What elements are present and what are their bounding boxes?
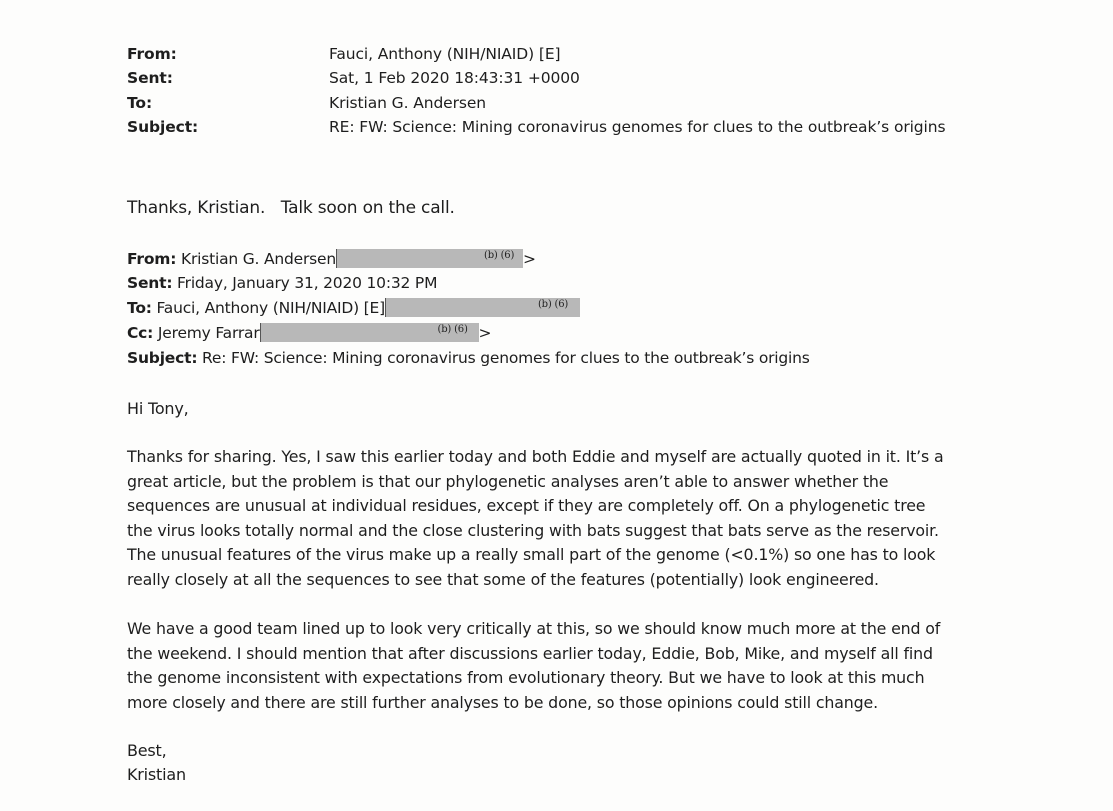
paragraph-line: the weekend. I should mention that after discussions earlier today, Eddie, Bob, Mike, and myself all find <box>127 643 933 663</box>
redaction-code: (b) (6) <box>484 250 515 261</box>
fwd-from-label: From: <box>127 250 177 268</box>
header-sent-value: Sat, 1 Feb 2020 18:43:31 +0000 <box>329 69 580 87</box>
fwd-cc-value: Jeremy Farrar <box>153 324 260 342</box>
paragraph-line: the genome inconsistent with expectations from evolutionary theory. But we have to look at this much <box>127 668 925 688</box>
fwd-cc-line <box>127 324 491 342</box>
paragraph-line: We have a good team lined up to look very critically at this, so we should know much more at the end of <box>127 619 941 638</box>
redaction-code: (b) (6) <box>537 299 569 310</box>
fwd-from-after: > <box>523 250 536 268</box>
header-subject-label: Subject: <box>127 118 199 136</box>
greeting: Hi Tony, <box>127 399 189 418</box>
redaction-box <box>336 249 523 268</box>
fwd-subject-line <box>127 349 810 367</box>
fwd-sent-label: Sent: <box>127 274 173 292</box>
fwd-sent-line <box>127 274 437 292</box>
paragraph-line: The unusual features of the virus make up a really small part of the genome (<0.1%) so one has to look <box>127 545 936 565</box>
fwd-from-value: Kristian G. Andersen <box>176 250 337 268</box>
redaction-code: (b) (6) <box>437 324 468 335</box>
fwd-to-label: To: <box>127 299 152 317</box>
paragraph-2 <box>127 617 997 715</box>
paragraph-line: more closely and there are still further analyses to be done, so those opinions could still change. <box>127 692 878 712</box>
redaction-box <box>385 298 580 317</box>
paragraph-1 <box>127 445 997 593</box>
header-sent-label: Sent: <box>127 69 173 87</box>
signature: Kristian <box>127 765 186 784</box>
fwd-subject-value: Re: FW: Science: Mining coronavirus genomes for clues to the outbreak’s origins <box>197 349 810 367</box>
fwd-cc-after: > <box>478 324 492 342</box>
header-from-label: From: <box>127 45 177 63</box>
header-to-label: To: <box>127 94 153 112</box>
header-from-value: Fauci, Anthony (NIH/NIAID) [E] <box>329 45 561 63</box>
paragraph-line: sequences are unusual at individual residues, except if they are completely off. On a phylogenetic tree <box>127 496 926 516</box>
fwd-to-line <box>127 299 580 317</box>
reply-text: Thanks, Kristian. Talk soon on the call. <box>127 198 455 218</box>
fwd-subject-label: Subject: <box>127 349 198 367</box>
paragraph-line: the virus looks totally normal and the close clustering with bats suggest that bats serve as the reservoir. <box>127 520 939 540</box>
paragraph-line: Thanks for sharing. Yes, I saw this earlier today and both Eddie and myself are actually quoted in it. It’s a <box>127 447 944 466</box>
fwd-from-line <box>127 250 536 268</box>
paragraph-line: really closely at all the sequences to see that some of the features (potentially) look engineered. <box>127 569 879 589</box>
fwd-cc-label: Cc: <box>127 324 154 342</box>
redaction-box <box>260 323 479 342</box>
signoff: Best, <box>127 741 167 760</box>
header-to-value: Kristian G. Andersen <box>329 94 487 112</box>
paragraph-line: great article, but the problem is that our phylogenetic analyses aren’t able to answer whether the <box>127 471 889 491</box>
header-subject-value: RE: FW: Science: Mining coronavirus genomes for clues to the outbreak’s origins <box>329 118 946 136</box>
fwd-sent-value: Friday, January 31, 2020 10:32 PM <box>172 274 438 292</box>
fwd-to-value: Fauci, Anthony (NIH/NIAID) [E] <box>151 299 385 317</box>
